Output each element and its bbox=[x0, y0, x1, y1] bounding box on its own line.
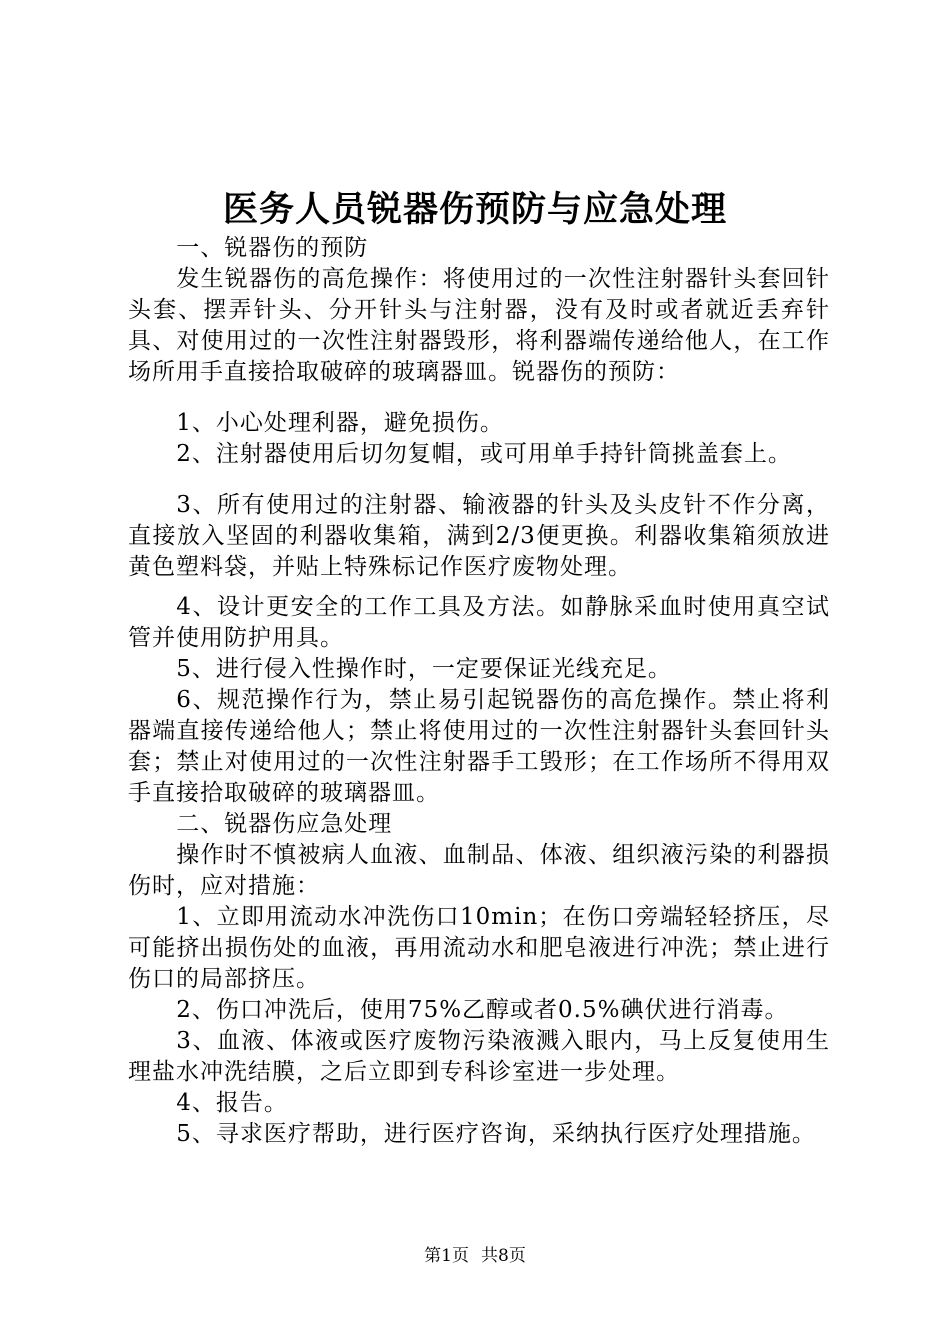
prevention-item-1: 1、小心处理利器，避免损伤。 bbox=[176, 410, 504, 436]
emergency-item-2: 2、伤口冲洗后，使用75%乙醇或者0.5%碘伏进行消毒。 bbox=[176, 997, 789, 1023]
section-heading-emergency: 二、锐器伤应急处理 bbox=[176, 811, 393, 837]
document-title: 医务人员锐器伤预防与应急处理 bbox=[222, 189, 727, 230]
prevention-item-5: 5、进行侵入性操作时，一定要保证光线充足。 bbox=[176, 656, 672, 682]
prevention-item-2: 2、注射器使用后切勿复帽，或可用单手持针筒挑盖套上。 bbox=[176, 441, 792, 467]
prevention-item-3: 3、所有使用过的注射器、输液器的针头及头皮针不作分离，直接放入坚固的利器收集箱，满到2/3便更换。利器收集箱须放进黄色塑料袋，并贴上特殊标记作医疗废物处理。 bbox=[128, 492, 830, 580]
section-heading-prevention: 一、锐器伤的预防 bbox=[176, 235, 369, 261]
page-total: 共8页 bbox=[481, 1246, 526, 1266]
paragraph-emergency-intro: 操作时不慎被病人血液、血制品、体液、组织液污染的利器损伤时，应对措施： bbox=[128, 842, 830, 899]
emergency-item-4: 4、报告。 bbox=[176, 1090, 288, 1116]
page-number: 第1页 bbox=[424, 1246, 469, 1266]
emergency-item-3: 3、血液、体液或医疗废物污染液溅入眼内，马上反复使用生理盐水冲洗结膜，之后立即到专科诊室进一步处理。 bbox=[128, 1028, 830, 1085]
prevention-item-6: 6、规范操作行为，禁止易引起锐器伤的高危操作。禁止将利器端直接传递给他人；禁止将使用过的一次性注射器针头套回针头套；禁止对使用过的一次性注射器手工毁形；在工作场所不得用双手直接拾取破碎的玻璃器皿。 bbox=[128, 687, 830, 806]
prevention-item-4: 4、设计更安全的工作工具及方法。如静脉采血时使用真空试管并使用防护用具。 bbox=[128, 594, 830, 651]
emergency-item-5: 5、寻求医疗帮助，进行医疗咨询，采纳执行医疗处理措施。 bbox=[176, 1121, 816, 1147]
paragraph-high-risk-operations: 发生锐器伤的高危操作：将使用过的一次性注射器针头套回针头套、摆弄针头、分开针头与注射器，没有及时或者就近丢弃针具、对使用过的一次性注射器毁形，将利器端传递给他人，在工作场所用手直接拾取破碎的玻璃器皿。锐器伤的预防： bbox=[128, 266, 830, 385]
emergency-item-1: 1、立即用流动水冲洗伤口10min；在伤口旁端轻轻挤压，尽可能挤出损伤处的血液，再用流动水和肥皂液进行冲洗；禁止进行伤口的局部挤压。 bbox=[128, 904, 830, 992]
page-footer bbox=[0, 1244, 950, 1268]
document-body bbox=[128, 233, 830, 1150]
